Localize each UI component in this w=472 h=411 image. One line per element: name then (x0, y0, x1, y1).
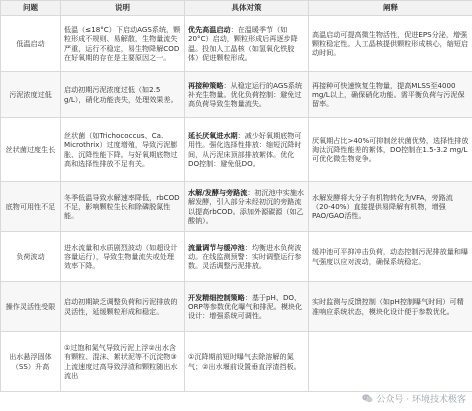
cell-description: 启动初期污泥浓度过低（如2.5 g/L），硝化功能丧失，处理效果差。 (61, 72, 185, 118)
cell-explanation: 厌氧期占比>40%可抑制丝状菌优势，选择性排放淘汰沉降性能差的絮体，DO控制在1.5-3.2 mg/L可优化微生物竞争。 (309, 118, 472, 182)
cell-problem: 底物可用性不足 (1, 182, 61, 232)
table-row (1, 232, 472, 282)
cell-problem: 污泥浓度过低 (1, 72, 61, 118)
measure-text: ：在温暖季节（如20°C）启动，颗粒形成后再逐步降温。投加人工晶核（如氢氧化铁胶体）促进颗粒形成。 (188, 25, 298, 62)
cell-explanation: 缓冲池可平抑冲击负荷，动态控制污泥排放量和曝气强度以应对波动，确保系统稳定。 (309, 232, 472, 282)
cell-measures (185, 72, 309, 118)
cell-problem: 低温启动 (1, 16, 61, 72)
table-row (1, 332, 472, 392)
cell-problem: 丝状菌过度生长 (1, 118, 61, 182)
measure-key: 延长厌氧进水期 (188, 131, 238, 141)
measure-text: ：初沉池中实施水解发酵，引入部分未经初沉的旁路流以提高rbCOD。添加外源碳源（如乙酸钠）。 (188, 188, 305, 225)
cell-measures (185, 282, 309, 332)
table-row (1, 16, 472, 72)
header-problem: 问题 (1, 1, 61, 16)
cell-description: 丝状菌（如Trichococcus、Ca. Microthrix）过度增殖，导致污泥膨胀、沉降性能下降。与好氧期底物过高和选择性排放不足有关。 (61, 118, 185, 182)
cell-problem: 出水悬浮固体（SS）升高 (1, 332, 61, 392)
table-row (1, 282, 472, 332)
header-measures: 具体对策 (185, 1, 309, 16)
table-header-row (1, 1, 472, 16)
cell-explanation: 水解发酵将大分子有机物转化为VFA，旁路流（20-40%）直接提供易降解有机物，增强PAO/GAO活性。 (309, 182, 472, 232)
table-row (1, 182, 472, 232)
table-row (1, 72, 472, 118)
measure-key: 水解/发酵与旁路流 (188, 188, 248, 198)
measure-text: ：从稳定运行的AGS系统补充生物量。优化负荷控制：避免过高负荷导致生物量流失。 (188, 80, 303, 109)
cell-description: 进水流量和水质剧烈波动（如超设计容量运行），导致生物量流失或处理效率下降。 (61, 232, 185, 282)
cell-explanation: 高温启动可提高微生物活性，促进EPS分泌，增强颗粒稳定性。人工晶核提供颗粒形成核心，缩短启动时间。 (309, 16, 472, 72)
cell-description: 冬季低温导致水解速率降低，rbCOD不足，影响颗粒生长和除磷脱氮性能。 (61, 182, 185, 232)
measure-text: ：均衡进水负荷波动。在线监测预警：实时调整运行参数。灵活调整污泥排放。 (188, 242, 302, 271)
measure-key: 开发精细控制策略 (188, 292, 245, 302)
watermark (362, 392, 466, 405)
cell-description: ①过饱和氮气导致污泥上浮②出水含有颗粒、混沫、絮状泥等不沉淀物③上流速度过高导致浮渣和颗粒随出水流出 (61, 332, 185, 392)
cell-explanation: 实时监测与反馈控制（如pH控制曝气时间）可精准响应系统状态，模块化设计便于参数优化。 (309, 282, 472, 332)
table-row (1, 118, 472, 182)
measure-key: 优先高温启动 (188, 25, 231, 35)
wechat-icon (362, 394, 373, 403)
cell-measures (185, 118, 309, 182)
cell-measures (185, 182, 309, 232)
watermark-text: 公众号 · 环境技术极客 (376, 395, 466, 405)
cell-measures (185, 332, 309, 392)
measure-key: 再接种策略 (188, 80, 224, 90)
cell-description: 启动初期缺乏调整负荷和污泥排放的灵活性，延缓颗粒形成和稳定。 (61, 282, 185, 332)
cell-problem: 操作灵活性受限 (1, 282, 61, 332)
cell-measures (185, 232, 309, 282)
cell-measures (185, 16, 309, 72)
cell-problem: 负荷波动 (1, 232, 61, 282)
cell-explanation (309, 332, 472, 392)
cell-description: 低温（≤18°C）下启动AGS系统，颗粒形成不规则、易解散，生物量流失严重，运行不稳定，易生物降解COD在好氧期的存在是主要原因之一。 (61, 16, 185, 72)
measure-text: ：减少好氧期底物可用性。强化选择性排放：缩短沉降时间，从污泥床顶部排放絮体。优化DO控制：避免低DO。 (188, 131, 302, 168)
measure-key: 流量调节与缓冲池 (188, 242, 245, 252)
header-explanation: 阐释 (309, 1, 472, 16)
measure-text: ：基于pH、DO、ORP等参数优化曝气和排泥。模块化设计：增强系统可调性。 (188, 292, 303, 321)
measure-text: ①沉降期前短时曝气去除溶解的氮气；②出水堰前设置垂直浮渣挡板。 (188, 352, 301, 371)
cell-explanation: 再接种可快速恢复生物量，提高MLSS至4000 mg/L以上，确保硝化功能。需平衡负荷与污泥保留率。 (309, 72, 472, 118)
header-description: 说明 (61, 1, 185, 16)
